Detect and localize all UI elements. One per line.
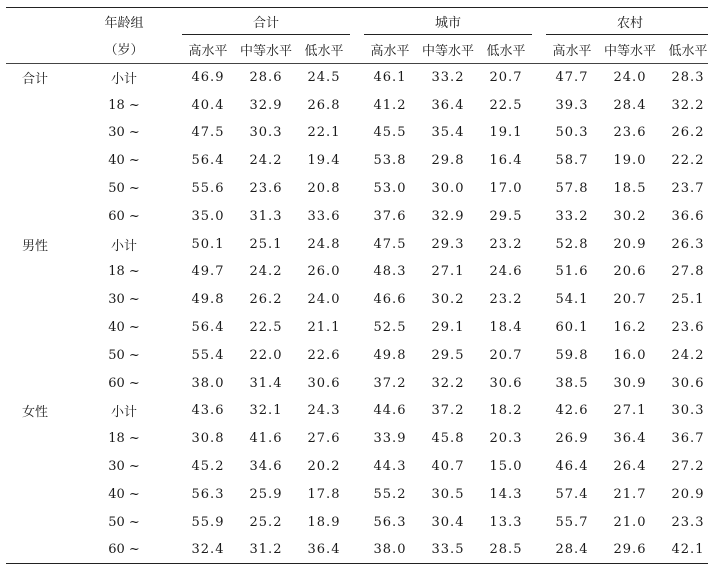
section-label [6, 453, 80, 481]
spacer-cell [350, 369, 364, 397]
value-cell: 17.0 [489, 181, 523, 197]
value-cell: 14.3 [489, 486, 523, 502]
value-cell: 26.0 [307, 264, 341, 280]
spacer-cell [168, 119, 182, 147]
value-cell: 32.4 [182, 536, 234, 564]
section-label [6, 508, 80, 536]
value-cell: 29.6 [598, 536, 662, 564]
section-label: 合计 [22, 72, 49, 88]
value-cell: 30.9 [613, 375, 647, 391]
value-cell: 22.2 [671, 153, 705, 169]
spacer-cell [168, 175, 182, 203]
value-cell: 59.8 [555, 347, 589, 363]
value-cell: 23.6 [249, 181, 283, 197]
value-cell: 44.3 [373, 459, 407, 475]
spacer-cell [532, 480, 546, 508]
level-header-low: 低水平 [480, 35, 532, 64]
value-cell: 16.2 [613, 320, 647, 336]
value-cell: 18.4 [489, 320, 523, 336]
value-cell: 58.7 [555, 153, 589, 169]
spacer-cell [168, 286, 182, 314]
spacer-cell [350, 147, 364, 175]
value-cell: 20.7 [489, 70, 523, 86]
age-cell: 60 ~ [108, 208, 140, 224]
value-cell: 31.4 [249, 375, 283, 391]
value-cell: 53.0 [373, 181, 407, 197]
value-cell: 22.5 [489, 97, 523, 113]
value-cell: 37.6 [373, 208, 407, 224]
spacer-cell [350, 230, 364, 258]
spacer-cell [168, 536, 182, 564]
spacer-cell [532, 397, 546, 425]
value-cell: 22.1 [307, 125, 341, 141]
value-cell: 36.7 [671, 431, 705, 447]
value-cell: 45.8 [431, 431, 465, 447]
table-row [6, 453, 708, 481]
value-cell: 23.2 [489, 236, 523, 252]
spacer-cell [350, 397, 364, 425]
age-unit-header: （岁） [80, 35, 168, 64]
value-cell: 53.8 [373, 153, 407, 169]
value-cell: 19.4 [307, 153, 341, 169]
section-label [6, 314, 80, 342]
table-row [6, 536, 708, 564]
spacer-cell [168, 341, 182, 369]
value-cell: 30.3 [249, 125, 283, 141]
value-cell: 56.3 [191, 486, 225, 502]
value-cell: 38.0 [191, 375, 225, 391]
value-cell: 20.6 [613, 264, 647, 280]
spacer-cell [532, 425, 546, 453]
value-cell: 26.2 [249, 292, 283, 308]
group-header-total: 合计 [182, 8, 350, 35]
table-row [6, 91, 708, 119]
value-cell: 41.2 [373, 97, 407, 113]
value-cell: 40.7 [431, 459, 465, 475]
age-cell: 40 ~ [108, 486, 140, 502]
value-cell: 31.2 [234, 536, 298, 564]
value-cell: 17.8 [307, 486, 341, 502]
value-cell: 52.5 [373, 320, 407, 336]
table-row [6, 341, 708, 369]
value-cell: 27.1 [431, 264, 465, 280]
value-cell: 27.1 [613, 403, 647, 419]
value-cell: 23.7 [671, 181, 705, 197]
value-cell: 33.2 [431, 70, 465, 86]
value-cell: 26.4 [613, 459, 647, 475]
value-cell: 33.5 [416, 536, 480, 564]
value-cell: 27.8 [671, 264, 705, 280]
value-cell: 54.1 [555, 292, 589, 308]
level-header-medium: 中等水平 [234, 35, 298, 64]
table-row [6, 230, 708, 258]
spacer-cell [532, 341, 546, 369]
value-cell: 33.9 [373, 431, 407, 447]
age-cell: 30 ~ [108, 125, 140, 141]
value-cell: 23.3 [671, 514, 705, 530]
value-cell: 25.2 [249, 514, 283, 530]
value-cell: 18.2 [489, 403, 523, 419]
value-cell: 23.6 [613, 125, 647, 141]
table-row [6, 64, 708, 92]
value-cell: 32.9 [431, 208, 465, 224]
value-cell: 25.9 [249, 486, 283, 502]
age-cell: 小计 [110, 72, 137, 88]
table-row [6, 119, 708, 147]
value-cell: 41.6 [249, 431, 283, 447]
value-cell: 52.8 [555, 236, 589, 252]
level-header-high: 高水平 [182, 35, 234, 64]
value-cell: 29.5 [489, 208, 523, 224]
value-cell: 28.3 [671, 70, 705, 86]
section-label [6, 341, 80, 369]
age-cell: 50 ~ [108, 347, 140, 363]
age-cell: 18 ~ [108, 97, 140, 113]
spacer-cell [350, 202, 364, 230]
value-cell: 24.2 [249, 264, 283, 280]
spacer-cell [168, 397, 182, 425]
value-cell: 20.9 [613, 236, 647, 252]
section-label [6, 258, 80, 286]
spacer-cell [350, 314, 364, 342]
spacer-cell [168, 147, 182, 175]
spacer-cell [350, 175, 364, 203]
table-row [6, 480, 708, 508]
value-cell: 46.9 [191, 70, 225, 86]
value-cell: 55.2 [373, 486, 407, 502]
level-header-medium: 中等水平 [598, 35, 662, 64]
value-cell: 36.4 [431, 97, 465, 113]
section-label [6, 369, 80, 397]
spacer-cell [350, 508, 364, 536]
spacer-cell [168, 453, 182, 481]
value-cell: 28.5 [480, 536, 532, 564]
spacer-cell [168, 258, 182, 286]
value-cell: 30.6 [489, 375, 523, 391]
value-cell: 47.5 [373, 236, 407, 252]
table-header [6, 8, 708, 64]
table-row [6, 314, 708, 342]
group-header-rural: 农村 [546, 8, 708, 35]
value-cell: 31.3 [249, 208, 283, 224]
value-cell: 47.7 [555, 70, 589, 86]
age-cell: 小计 [110, 238, 137, 254]
value-cell: 49.8 [191, 292, 225, 308]
value-cell: 29.5 [431, 347, 465, 363]
value-cell: 13.3 [489, 514, 523, 530]
value-cell: 38.0 [364, 536, 416, 564]
age-cell: 40 ~ [108, 153, 140, 169]
age-cell: 60 ~ [80, 536, 168, 564]
value-cell: 35.4 [431, 125, 465, 141]
spacer-cell [350, 341, 364, 369]
value-cell: 39.3 [555, 97, 589, 113]
value-cell: 36.4 [298, 536, 350, 564]
section-label: 男性 [22, 238, 49, 254]
value-cell: 33.6 [307, 208, 341, 224]
spacer-cell [532, 453, 546, 481]
table-row [6, 175, 708, 203]
value-cell: 19.0 [613, 153, 647, 169]
value-cell: 26.8 [307, 97, 341, 113]
spacer-cell [532, 314, 546, 342]
value-cell: 24.8 [307, 236, 341, 252]
value-cell: 51.6 [555, 264, 589, 280]
age-cell: 18 ~ [108, 431, 140, 447]
spacer-cell [350, 91, 364, 119]
value-cell: 45.5 [373, 125, 407, 141]
value-cell: 30.2 [613, 208, 647, 224]
table-row [6, 369, 708, 397]
spacer-cell [350, 453, 364, 481]
value-cell: 21.7 [613, 486, 647, 502]
level-header-high: 高水平 [546, 35, 598, 64]
value-cell: 38.5 [555, 375, 589, 391]
spacer-cell [350, 64, 364, 92]
section-label [6, 147, 80, 175]
value-cell: 15.0 [489, 459, 523, 475]
spacer-cell [168, 480, 182, 508]
value-cell: 30.4 [431, 514, 465, 530]
value-cell: 33.2 [555, 208, 589, 224]
value-cell: 24.6 [489, 264, 523, 280]
table-row [6, 202, 708, 230]
value-cell: 37.2 [373, 375, 407, 391]
section-label: 女性 [22, 405, 49, 421]
section-label [6, 119, 80, 147]
age-cell: 40 ~ [108, 320, 140, 336]
spacer-cell [532, 258, 546, 286]
value-cell: 29.1 [431, 320, 465, 336]
age-cell: 30 ~ [108, 459, 140, 475]
value-cell: 27.2 [671, 459, 705, 475]
value-cell: 48.3 [373, 264, 407, 280]
data-table [6, 7, 708, 564]
value-cell: 30.5 [431, 486, 465, 502]
spacer-cell [532, 202, 546, 230]
value-cell: 26.2 [671, 125, 705, 141]
value-cell: 57.8 [555, 181, 589, 197]
value-cell: 36.4 [613, 431, 647, 447]
value-cell: 56.4 [191, 320, 225, 336]
spacer-cell [168, 425, 182, 453]
value-cell: 24.3 [307, 403, 341, 419]
spacer-cell [168, 91, 182, 119]
value-cell: 30.0 [431, 181, 465, 197]
table-row [6, 286, 708, 314]
spacer-cell [532, 508, 546, 536]
spacer-cell [350, 258, 364, 286]
value-cell: 30.6 [307, 375, 341, 391]
age-group-header: 年龄组 [80, 8, 168, 35]
value-cell: 55.6 [191, 181, 225, 197]
value-cell: 16.4 [489, 153, 523, 169]
value-cell: 32.9 [249, 97, 283, 113]
value-cell: 22.6 [307, 347, 341, 363]
value-cell: 32.1 [249, 403, 283, 419]
value-cell: 24.2 [249, 153, 283, 169]
section-label [6, 91, 80, 119]
section-label [6, 536, 80, 564]
section-label [6, 175, 80, 203]
value-cell: 42.6 [555, 403, 589, 419]
age-cell: 50 ~ [108, 514, 140, 530]
value-cell: 20.7 [489, 347, 523, 363]
spacer-cell [350, 286, 364, 314]
value-cell: 27.6 [307, 431, 341, 447]
value-cell: 60.1 [555, 320, 589, 336]
level-header-low: 低水平 [662, 35, 708, 64]
spacer-cell [532, 64, 546, 92]
value-cell: 28.6 [249, 70, 283, 86]
value-cell: 35.0 [191, 208, 225, 224]
value-cell: 29.8 [431, 153, 465, 169]
value-cell: 50.1 [191, 236, 225, 252]
age-cell: 50 ~ [108, 181, 140, 197]
value-cell: 30.2 [431, 292, 465, 308]
table-row [6, 397, 708, 425]
spacer-cell [350, 536, 364, 564]
value-cell: 23.2 [489, 292, 523, 308]
value-cell: 34.6 [249, 459, 283, 475]
value-cell: 36.6 [671, 208, 705, 224]
value-cell: 24.5 [307, 70, 341, 86]
value-cell: 21.1 [307, 320, 341, 336]
value-cell: 56.3 [373, 514, 407, 530]
table-body [6, 64, 708, 564]
value-cell: 30.3 [671, 403, 705, 419]
table-row [6, 147, 708, 175]
value-cell: 18.5 [613, 181, 647, 197]
value-cell: 49.7 [191, 264, 225, 280]
value-cell: 46.1 [373, 70, 407, 86]
value-cell: 50.3 [555, 125, 589, 141]
age-cell: 60 ~ [108, 375, 140, 391]
value-cell: 20.8 [307, 181, 341, 197]
value-cell: 40.4 [191, 97, 225, 113]
spacer-cell [532, 119, 546, 147]
value-cell: 28.4 [613, 97, 647, 113]
value-cell: 24.2 [671, 347, 705, 363]
spacer-cell [532, 286, 546, 314]
value-cell: 18.9 [307, 514, 341, 530]
spacer-cell [532, 536, 546, 564]
spacer-cell [350, 119, 364, 147]
section-label [6, 202, 80, 230]
value-cell: 47.5 [191, 125, 225, 141]
value-cell: 55.4 [191, 347, 225, 363]
spacer-cell [532, 91, 546, 119]
spacer-cell [350, 425, 364, 453]
value-cell: 28.4 [546, 536, 598, 564]
section-label [6, 425, 80, 453]
value-cell: 16.0 [613, 347, 647, 363]
value-cell: 29.3 [431, 236, 465, 252]
spacer-cell [532, 230, 546, 258]
value-cell: 56.4 [191, 153, 225, 169]
value-cell: 55.7 [555, 514, 589, 530]
age-cell: 18 ~ [108, 264, 140, 280]
age-cell: 30 ~ [108, 292, 140, 308]
value-cell: 20.3 [489, 431, 523, 447]
value-cell: 57.4 [555, 486, 589, 502]
section-label [6, 286, 80, 314]
value-cell: 20.2 [307, 459, 341, 475]
value-cell: 25.1 [249, 236, 283, 252]
spacer-cell [168, 508, 182, 536]
value-cell: 32.2 [671, 97, 705, 113]
value-cell: 21.0 [613, 514, 647, 530]
value-cell: 46.6 [373, 292, 407, 308]
value-cell: 24.0 [613, 70, 647, 86]
table-row [6, 508, 708, 536]
value-cell: 32.2 [431, 375, 465, 391]
group-header-urban: 城市 [364, 8, 532, 35]
age-cell: 小计 [110, 405, 137, 421]
level-header-high: 高水平 [364, 35, 416, 64]
spacer-cell [350, 480, 364, 508]
spacer-cell [532, 147, 546, 175]
table-row [6, 425, 708, 453]
spacer-cell [168, 64, 182, 92]
value-cell: 26.3 [671, 236, 705, 252]
section-label [6, 480, 80, 508]
spacer-cell [168, 369, 182, 397]
value-cell: 30.8 [191, 431, 225, 447]
spacer-cell [532, 175, 546, 203]
value-cell: 30.6 [671, 375, 705, 391]
value-cell: 43.6 [191, 403, 225, 419]
value-cell: 20.7 [613, 292, 647, 308]
value-cell: 42.1 [662, 536, 708, 564]
value-cell: 25.1 [671, 292, 705, 308]
spacer-cell [168, 202, 182, 230]
value-cell: 22.0 [249, 347, 283, 363]
value-cell: 26.9 [555, 431, 589, 447]
value-cell: 37.2 [431, 403, 465, 419]
spacer-cell [168, 314, 182, 342]
spacer-cell [168, 230, 182, 258]
value-cell: 49.8 [373, 347, 407, 363]
value-cell: 22.5 [249, 320, 283, 336]
value-cell: 23.6 [671, 320, 705, 336]
value-cell: 24.0 [307, 292, 341, 308]
spacer-cell [532, 369, 546, 397]
value-cell: 44.6 [373, 403, 407, 419]
value-cell: 46.4 [555, 459, 589, 475]
level-header-medium: 中等水平 [416, 35, 480, 64]
value-cell: 45.2 [191, 459, 225, 475]
level-header-low: 低水平 [298, 35, 350, 64]
value-cell: 55.9 [191, 514, 225, 530]
value-cell: 19.1 [489, 125, 523, 141]
table-row [6, 258, 708, 286]
value-cell: 20.9 [671, 486, 705, 502]
